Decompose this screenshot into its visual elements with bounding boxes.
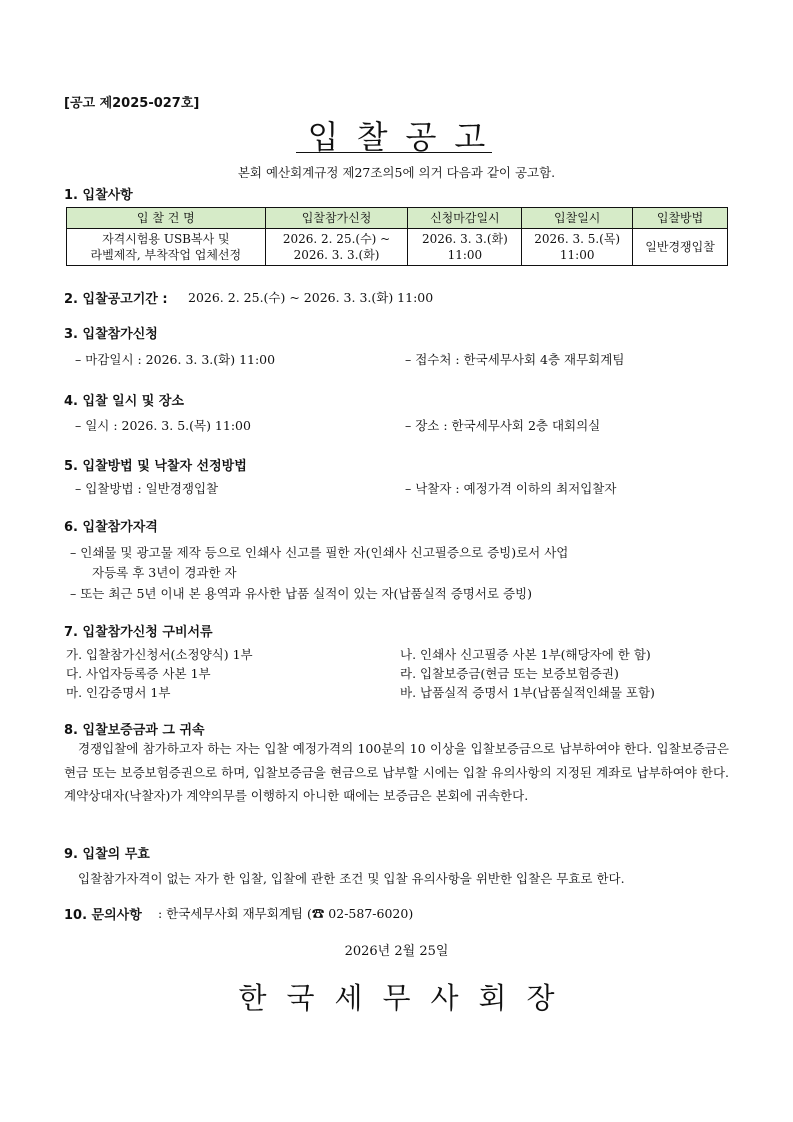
issuer-signature: 한국세무사회장 [238,981,575,1015]
section-4-heading: 4. 입찰 일시 및 장소 [64,394,184,409]
section-6-heading: 6. 입찰참가자격 [64,520,158,535]
section-10-heading: 10. 문의사항 [64,908,142,923]
table-cell-method: 일반경쟁입찰 [633,229,728,266]
apply-location: – 접수처 : 한국세무사회 4층 재무회계팀 [405,352,625,367]
intro-text: 본회 예산회계규정 제27조의5에 의거 다음과 같이 공고함. [237,165,556,180]
page-title: 입찰공고 [307,118,504,156]
table-cell-deadline [408,229,522,266]
qualification-line: – 인쇄물 및 광고물 제작 등으로 인쇄사 신고를 필한 자(인쇄사 신고필증으로 증빙)로서 사업 [70,545,569,560]
section-5-heading: 5. 입찰방법 및 낙찰자 선정방법 [64,459,247,474]
section-9-heading: 9. 입찰의 무효 [64,847,150,862]
cell-line: 11:00 [447,248,483,262]
qualification-line: 자등록 후 3년이 경과한 자 [92,565,237,580]
bid-table [66,207,728,266]
required-doc-item: 다. 사업자등록증 사본 1부 [66,666,211,681]
cell-line: 라벨제작, 부착작업 업체선정 [90,248,242,262]
table-header: 입찰방법 [633,208,728,229]
bid-method: – 입찰방법 : 일반경쟁입찰 [75,481,219,496]
required-doc-item: 마. 인감증명서 1부 [66,685,171,700]
cell-line: 2026. 3. 3.(화) [293,248,380,262]
table-cell-name [67,229,266,266]
section-2-heading: 2. 입찰공고기간 : [64,292,168,307]
cell-line: 자격시험용 USB복사 및 [102,232,230,246]
required-doc-item: 라. 입찰보증금(현금 또는 보증보험증권) [400,666,619,681]
notice-period: 2026. 2. 25.(수) ~ 2026. 3. 3.(화) 11:00 [188,290,434,305]
section-7-heading: 7. 입찰참가신청 구비서류 [64,625,213,640]
bid-place: – 장소 : 한국세무사회 2층 대회의실 [405,418,601,433]
section-8-heading: 8. 입찰보증금과 그 귀속 [64,723,205,738]
table-row [67,229,728,266]
required-doc-item: 바. 납품실적 증명서 1부(납품실적인쇄물 포함) [400,685,655,700]
table-header: 입 찰 건 명 [67,208,266,229]
document-number: [공고 제2025-027호] [64,96,200,111]
deposit-paragraph: 경쟁입찰에 참가하고자 하는 자는 입찰 예정가격의 100분의 10 이상을 입찰보증금으로 납부하여야 한다. 입찰보증금은 현금 또는 보증보험증권으로 하며, 입찰보증금을 현금으로 납부할 시에는 입찰 유의사항의 지정된 계좌로 납부하여야 한다. 계약상대자(낙찰자)가 계약의무를 이행하지 아니한 때에는 보증금은 본회에 귀속한다. [64,741,729,803]
cell-line: 2026. 2. 25.(수) ~ [282,232,391,246]
table-header-row [67,208,728,229]
qualification-line: – 또는 최근 5년 이내 본 용역과 유사한 납품 실적이 있는 자(납품실적 증명서로 증빙) [70,586,533,601]
required-doc-item: 가. 입찰참가신청서(소정양식) 1부 [66,647,253,662]
winner-selection: – 낙찰자 : 예정가격 이하의 최저입찰자 [405,481,617,496]
announcement-date: 2026년 2월 25일 [344,944,449,959]
contact-info: : 한국세무사회 재무회계팀 (☎ 02-587-6020) [158,906,414,921]
cell-line: 2026. 3. 5.(목) [534,232,621,246]
table-cell-apply [265,229,408,266]
apply-deadline: – 마감일시 : 2026. 3. 3.(화) 11:00 [75,352,276,367]
cell-line: 2026. 3. 3.(화) [421,232,508,246]
table-header: 신청마감일시 [408,208,522,229]
cell-line: 11:00 [559,248,595,262]
table-header: 입찰일시 [522,208,633,229]
table-cell-bid-date [522,229,633,266]
section-3-heading: 3. 입찰참가신청 [64,327,158,342]
title-underline [296,152,492,153]
bid-datetime: – 일시 : 2026. 3. 5.(목) 11:00 [75,418,251,433]
section-1-heading: 1. 입찰사항 [64,188,133,203]
table-header: 입찰참가신청 [265,208,408,229]
required-doc-item: 나. 인쇄사 신고필증 사본 1부(해당자에 한 함) [400,647,651,662]
invalid-bid-text: 입찰참가자격이 없는 자가 한 입찰, 입찰에 관한 조건 및 입찰 유의사항을 위반한 입찰은 무효로 한다. [78,871,625,886]
